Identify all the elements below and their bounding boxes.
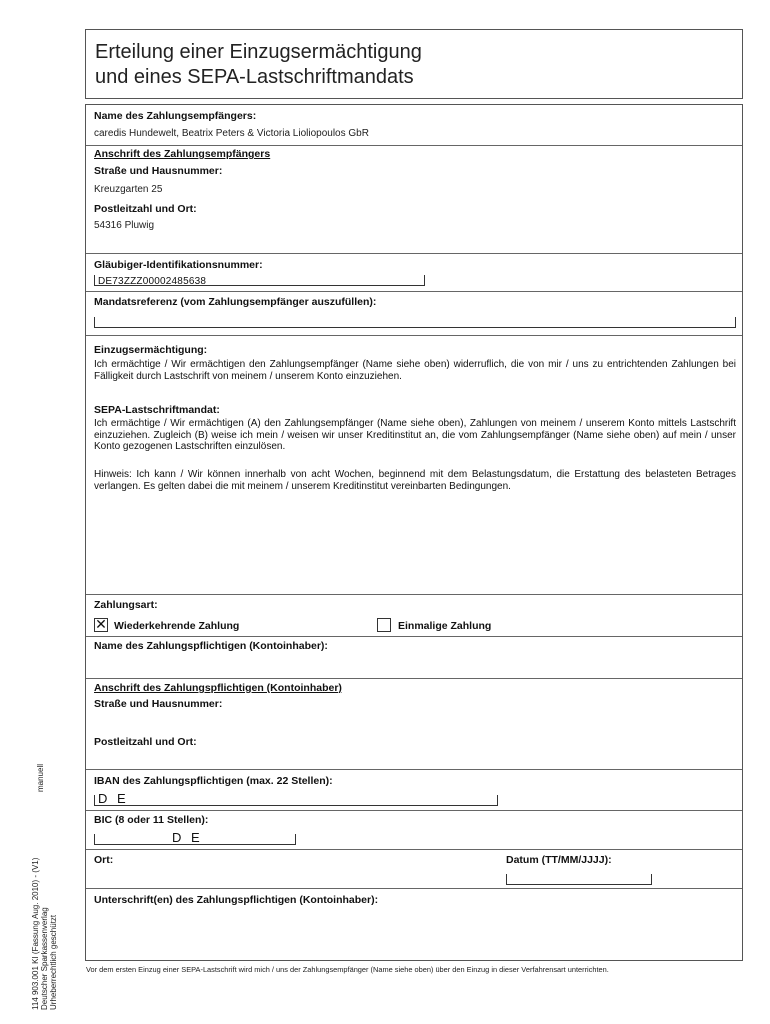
mandate-reference-label: Mandatsreferenz (vom Zahlungsempfänger auszufüllen): — [94, 296, 377, 308]
divider — [86, 888, 742, 889]
side-copyright: Urheberrechtlich geschützt — [49, 914, 58, 1010]
mandate-form — [85, 104, 743, 961]
creditor-id-value: DE73ZZZ00002485638 — [98, 276, 207, 287]
payee-street-value: Kreuzgarten 25 — [94, 184, 163, 195]
divider — [86, 636, 742, 637]
divider — [86, 253, 742, 254]
bic-label: BIC (8 oder 11 Stellen): — [94, 814, 209, 826]
footer-note: Vor dem ersten Einzug einer SEPA-Lastschrift wird mich / uns der Zahlungsempfänger (Name siehe oben) über den Einzug in dieser Verfahrensart unterrichten. — [86, 965, 609, 974]
payer-name-label: Name des Zahlungspflichtigen (Kontoinhaber): — [94, 640, 328, 652]
payee-street-label: Straße und Hausnummer: — [94, 165, 223, 177]
iban-country-prefix: D E — [98, 791, 129, 806]
divider — [86, 291, 742, 292]
divider — [86, 678, 742, 679]
direct-debit-text: Ich ermächtige / Wir ermächtigen den Zahlungsempfänger (Name siehe oben) widerruflich, die von mir / uns zu entrichtenden Zahlungen bei Fälligkeit durch Lastschrift von meinem / unserem Konto einzuziehen. — [94, 359, 736, 382]
refund-note: Hinweis: Ich kann / Wir können innerhalb von acht Wochen, beginnend mit dem Belastungsdatum, die Erstattung des belasteten Betrages verlangen. Es gelten dabei die mit meinem / unserem Kreditinstitut vereinbarten Bedingungen. — [94, 469, 736, 492]
divider — [86, 769, 742, 770]
divider — [86, 145, 742, 146]
payee-name-value: caredis Hundewelt, Beatrix Peters & Victoria Lioliopoulos GbR — [94, 128, 369, 139]
date-field[interactable] — [506, 874, 652, 885]
payer-address-heading: Anschrift des Zahlungspflichtigen (Kontoinhaber) — [94, 682, 342, 694]
signature-area[interactable] — [86, 909, 742, 957]
page-title-line-1: Erteilung einer Einzugsermächtigung — [95, 41, 422, 63]
payer-street-label: Straße und Hausnummer: — [94, 698, 223, 710]
payee-city-value: 54316 Pluwig — [94, 220, 155, 231]
title-box — [85, 29, 743, 99]
divider — [86, 335, 742, 336]
mandate-reference-field[interactable] — [94, 317, 736, 328]
direct-debit-heading: Einzugsermächtigung: — [94, 344, 208, 356]
divider — [86, 810, 742, 811]
bic-country-prefix: D E — [172, 830, 203, 845]
side-publisher: Deutscher Sparkassenverlag — [40, 907, 49, 1010]
recurring-payment-checkbox[interactable]: ✕ — [95, 617, 107, 633]
date-label: Datum (TT/MM/JJJJ): — [506, 854, 612, 866]
recurring-payment-label: Wiederkehrende Zahlung — [114, 620, 240, 632]
signature-label: Unterschrift(en) des Zahlungspflichtigen (Kontoinhaber): — [94, 894, 379, 906]
side-manual-label: manuell — [36, 763, 45, 792]
creditor-id-label: Gläubiger-Identifikationsnummer: — [94, 259, 263, 271]
payee-city-label: Postleitzahl und Ort: — [94, 203, 197, 215]
payer-city-label: Postleitzahl und Ort: — [94, 736, 197, 748]
single-payment-checkbox[interactable] — [377, 618, 391, 632]
iban-field[interactable] — [94, 795, 498, 806]
payee-address-heading: Anschrift des Zahlungsempfängers — [94, 148, 271, 160]
iban-label: IBAN des Zahlungspflichtigen (max. 22 Stellen): — [94, 775, 333, 787]
payee-name-label: Name des Zahlungsempfängers: — [94, 110, 257, 122]
payment-type-label: Zahlungsart: — [94, 599, 158, 611]
sepa-mandate-heading: SEPA-Lastschriftmandat: — [94, 404, 220, 416]
divider — [86, 594, 742, 595]
side-form-number: 114 903.001 KI (Fassung Aug. 2010) - (V1) — [31, 857, 40, 1010]
sepa-mandate-text: Ich ermächtige / Wir ermächtigen (A) den Zahlungsempfänger (Name siehe oben), Zahlungen von meinem / unserem Konto mittels Lastschrift einzuziehen. Zugleich (B) weise ich mein / weisen wir unser Kreditinstitut an, die vom Zahlungsempfänger (Name siehe oben) auf mein / unser Konto gezogenen Lastschriften einzulösen. — [94, 418, 736, 452]
single-payment-label: Einmalige Zahlung — [398, 620, 492, 632]
place-label: Ort: — [94, 854, 114, 866]
divider — [86, 849, 742, 850]
page-title-line-2: und eines SEPA-Lastschriftmandats — [95, 66, 414, 88]
